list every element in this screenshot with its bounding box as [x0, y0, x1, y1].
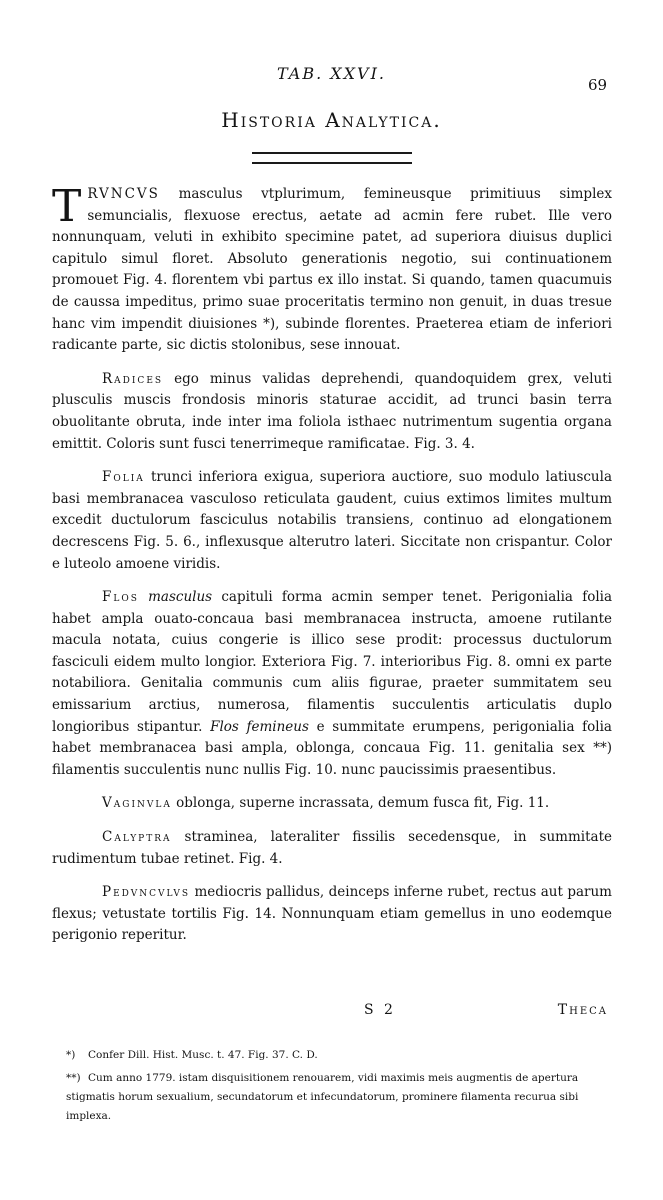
footnote: [66, 1069, 612, 1126]
paragraph-head: Pedvncvlvs: [102, 884, 191, 901]
signature-mark: S 2: [364, 1002, 396, 1018]
paragraph-head: Folia: [102, 469, 145, 486]
paragraph-text: trunci inferiora exigua, superiora auctiore, suo modulo latiuscula basi membranacea vasculoso reticulata gaudent, cuius extimos limites multum excedit ductulorum fasciculus notabilis transiens, continuo ad elongationem decrescens Fig. 5. 6., inflexusque alterutro lateri. Siccitate non crispantur. Color e luteolo amoene viridis.: [52, 469, 612, 572]
footnote: [66, 1046, 612, 1065]
paragraph-text: e summitate erumpens, perigonialia folia habet membranacea basi ampla, oblonga, concaua Fig. 11. genitalia sex **) filamentis succulentis nunc nullis Fig. 10. nunc paucissimis praesentibus.: [52, 718, 612, 778]
paragraph-text: ego minus validas deprehendi, quandoquidem grex, veluti plusculis muscis frondosis minoris staturae accidit, ad trunci basin terra obuolitante obruta, inde inter ima foliola isthaec nutrimentum sugentia organa emittit. Coloris sunt fusci tenerrimeque ramificatae. Fig. 3. 4.: [52, 370, 612, 452]
paragraph-text: mediocris pallidus, deinceps inferne rubet, rectus aut parum flexus; vetustate tortilis Fig. 14. Nonnunquam etiam gemellus in uno eodemque perigonio reperitur.: [52, 884, 612, 944]
footnote-mark: **): [66, 1072, 81, 1084]
paragraph-truncus: [52, 181, 612, 357]
title-rule-top: [252, 152, 412, 154]
paragraph-head: Flos: [102, 589, 139, 606]
paragraph-head-italic: masculus: [148, 589, 213, 606]
paragraph-radices: [52, 369, 612, 455]
paragraph-head: RVNCVS: [87, 186, 160, 202]
body-text: [52, 181, 613, 959]
page-title: Historia Analytica.: [221, 108, 442, 132]
paragraph-text: masculus vtplurimum, femineusque primitiuus simplex semuncialis, flexuose erectus, aetate ad acmin fere rubet. Ille vero nonnunquam, veluti in exhibito specimine patet, ad superiora diuisus duplici capitulo simul floret. Absoluto generationis negotio, sui continuationem promouet Fig. 4. florentem vbi partus ex illo instat. Si quando, tamen quacumuis de caussa impeditus, primo suae proceritatis termino non genuit, in duas tresue hanc vim impendit diuisiones *), subinde florentes. Praeterea etiam de inferiori radicante parte, sic dictis stolonibus, sese innouat.: [52, 186, 612, 354]
paragraph-vaginula: [52, 793, 612, 815]
running-head: TAB. XXVI.: [276, 64, 387, 83]
signature-line: [52, 1002, 612, 1022]
paragraph-head: Calyptra: [102, 829, 172, 846]
paragraph-flos: [52, 587, 612, 781]
title-rule-bottom: [252, 162, 412, 164]
paragraph-head: Vaginvla: [102, 795, 172, 812]
paragraph-text: oblonga, superne incrassata, demum fusca fit, Fig. 11.: [176, 795, 550, 812]
paragraph-text: capituli forma acmin semper tenet. Perigonialia folia habet ampla ouato-concaua basi membranacea instructa, amoene rutilante macula notata, cuius congerie is illico sese prodit: processus ductulorum fasciculi eidem multo longior. Exteriora Fig. 7. interioribus Fig. 8. omni ex parte notabiliora. Genitalia communis cum aliis figurae, praeter summitatem seu emissarium arctius, numerosa, filamentis succulentis articulatis duplo longioribus stipantur.: [52, 589, 613, 735]
paragraph-calyptra: [52, 827, 612, 870]
paragraph-text: straminea, lateraliter fissilis secedensque, in summitate rudimentum tubae retinet. Fig. 4.: [52, 829, 612, 867]
page-number: 69: [588, 76, 608, 94]
footnote-mark: *): [66, 1049, 76, 1061]
catchword: Theca: [557, 1002, 608, 1018]
paragraph-pedunculus: [52, 882, 612, 947]
footnote-text: Confer Dill. Hist. Musc. t. 47. Fig. 37. C. D.: [88, 1049, 318, 1061]
drop-cap: T: [52, 181, 82, 232]
footnote-text: Cum anno 1779. istam disquisitionem renouarem, vidi maximis meis augmentis de apertura stigmatis horum sexualium, secundatorum et infecundatorum, prominere filamenta recurua sibi implexa.: [66, 1072, 579, 1122]
footnotes: [66, 1046, 612, 1130]
paragraph-folia: [52, 467, 612, 575]
paragraph-head: Radices: [102, 370, 164, 387]
paragraph-subhead: Flos femineus: [210, 718, 309, 735]
